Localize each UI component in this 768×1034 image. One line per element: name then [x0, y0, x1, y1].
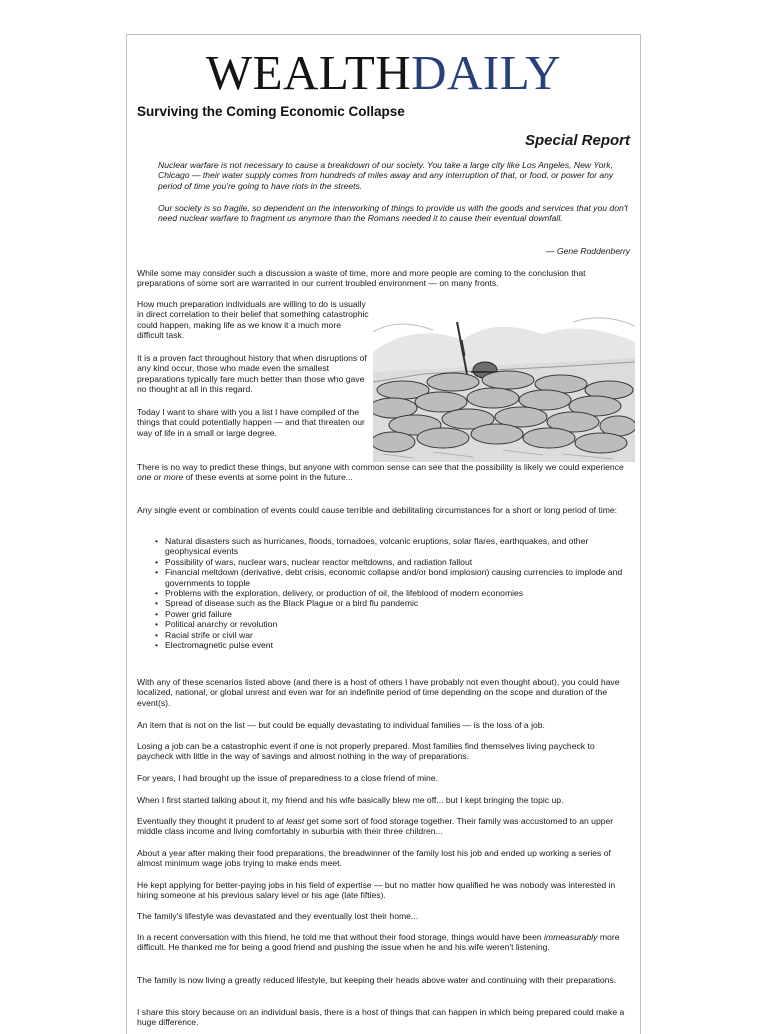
predict-text-a: There is no way to predict these things, but anyone with common sense can see that the possibility is likely we could experience: [137, 462, 624, 472]
eventually-text-b: get some sort of food storage together. Their family was accustomed to an upper middle class income and living comfortably in suburbia with their three children...: [137, 816, 614, 837]
intro-paragraph: While some may consider such a discussion a waste of time, more and more people are coming to the conclusion that preparations of some sort are warranted in our current troubled environment — on many fronts.: [137, 268, 586, 289]
quote-paragraph-1: Nuclear warfare is not necessary to cause a breakdown of our society. You take a large city like Los Angeles, New York, Chicago — their water supply comes from hundreds of miles away and any interruption of that, or food, or power for any period of time you're going to have riots in the streets.: [158, 160, 614, 191]
special-report-label: Special Report: [524, 132, 630, 149]
recent-emphasis: immeasurably: [544, 932, 598, 942]
recent-conversation-paragraph: [137, 932, 631, 953]
year-after-paragraph: About a year after making their food preparations, the breadwinner of the family lost his job and ended up working a series of almost minimum wage jobs trying to make ends meet.: [137, 848, 611, 869]
document-page: [126, 34, 641, 1034]
predict-paragraph: [137, 462, 631, 483]
today-paragraph: Today I want to share with you a list I have compiled of the things that could potentially happen — and that threaten our way of life in a small or large degree.: [137, 407, 365, 438]
list-item: • Political anarchy or revolution: [155, 619, 631, 629]
share-story-paragraph: I share this story because on an individual basis, there is a host of things that can happen in which being prepared could make a huge difference.: [137, 1007, 625, 1028]
list-item: • Electromagnetic pulse event: [155, 640, 631, 650]
eventually-emphasis: at least: [276, 816, 305, 826]
quote-attribution: — Gene Roddenberry: [545, 246, 630, 256]
list-item: • Racial strife or civil war: [155, 630, 631, 640]
recent-text-b: more difficult. He thanked me for being a good friend and pushing the issue when he and his wife weren't listening.: [137, 932, 620, 953]
eventually-text-a: Eventually they thought it prudent to: [137, 816, 277, 826]
list-item: • Financial meltdown (derivative, debt crisis, economic collapse and/or bond implosion) causing currencies to implode and governments to topple: [155, 567, 631, 588]
masthead-word-wealth: WEALTH: [205, 45, 412, 100]
eventually-paragraph: [137, 816, 631, 837]
list-item: • Spread of disease such as the Black Plague or a bird flu pandemic: [155, 598, 631, 608]
years-paragraph: For years, I had brought up the issue of preparedness to a close friend of mine.: [137, 773, 438, 783]
predict-emphasis: one or more: [137, 472, 184, 483]
list-item: • Problems with the exploration, delivery, or production of oil, the lifeblood of modern economies: [155, 588, 631, 598]
applying-paragraph: He kept applying for better-paying jobs in his field of expertise — but no matter how qualified he was nobody was interested in hiring someone at his previous salary level or his age (late fifties).: [137, 880, 616, 901]
devastated-paragraph: The family's lifestyle was devastated and they eventually lost their home...: [137, 911, 419, 921]
list-item: • Possibility of wars, nuclear wars, nuclear reactor meltdowns, and radiation fallout: [155, 557, 631, 567]
predict-text-b: of these events at some point in the future...: [183, 472, 353, 483]
list-item: • Power grid failure: [155, 609, 631, 619]
article-title: Surviving the Coming Economic Collapse: [137, 104, 405, 119]
proven-fact-paragraph: It is a proven fact throughout history that when disruptions of any kind occur, those who made even the smallest preparations typically fare much better than those who gave no thought at all in this regard.: [137, 353, 367, 395]
first-started-paragraph: When I first started talking about it, my friend and his wife basically blew me off... but I kept bringing the topic up.: [137, 795, 564, 805]
list-item: • Natural disasters such as hurricanes, floods, tornadoes, volcanic eruptions, solar flares, earthquakes, and other geophysical events: [155, 536, 631, 557]
quote-paragraph-2: Our society is so fragile, so dependent on the interworking of things to provide us with the goods and services that you don't need nuclear warfare to fragment us anymore than the Romans needed it to cause their eventual downfall.: [158, 203, 628, 224]
recent-text-a: In a recent conversation with this friend, he told me that without their food storage, things would have been: [137, 932, 545, 942]
masthead-logo: [127, 45, 640, 101]
job-loss-paragraph: An item that is not on the list — but could be equally devastating to individual families — is the loss of a job.: [137, 720, 545, 730]
losing-job-paragraph: Losing a job can be a catastrophic event if one is not properly prepared. Most families find themselves living paycheck to paycheck with little in the way of savings and almost nothing in the way of preparations.: [137, 741, 595, 762]
scenarios-paragraph: With any of these scenarios listed above (and there is a host of others I have probably not even thought about), you could have localized, national, or global unrest and even war for an indefinite period of time depending on the scope and duration of the event(s).: [137, 677, 620, 708]
masthead-word-daily: DAILY: [411, 45, 562, 100]
reduced-lifestyle-paragraph: The family is now living a greatly reduced lifestyle, but keeping their heads above water and continuing with their preparations.: [137, 975, 617, 985]
preparation-paragraph: How much preparation individuals are willing to do is usually in direct correlation to their belief that something catastrophic could happen, making life as we know it a much more difficult task.: [137, 299, 369, 341]
single-event-paragraph: Any single event or combination of events could cause terrible and debilitating circumstances for a short or long period of time:: [137, 505, 618, 515]
sandbag-bunker-illustration: [373, 312, 635, 462]
risk-list: [155, 536, 631, 650]
